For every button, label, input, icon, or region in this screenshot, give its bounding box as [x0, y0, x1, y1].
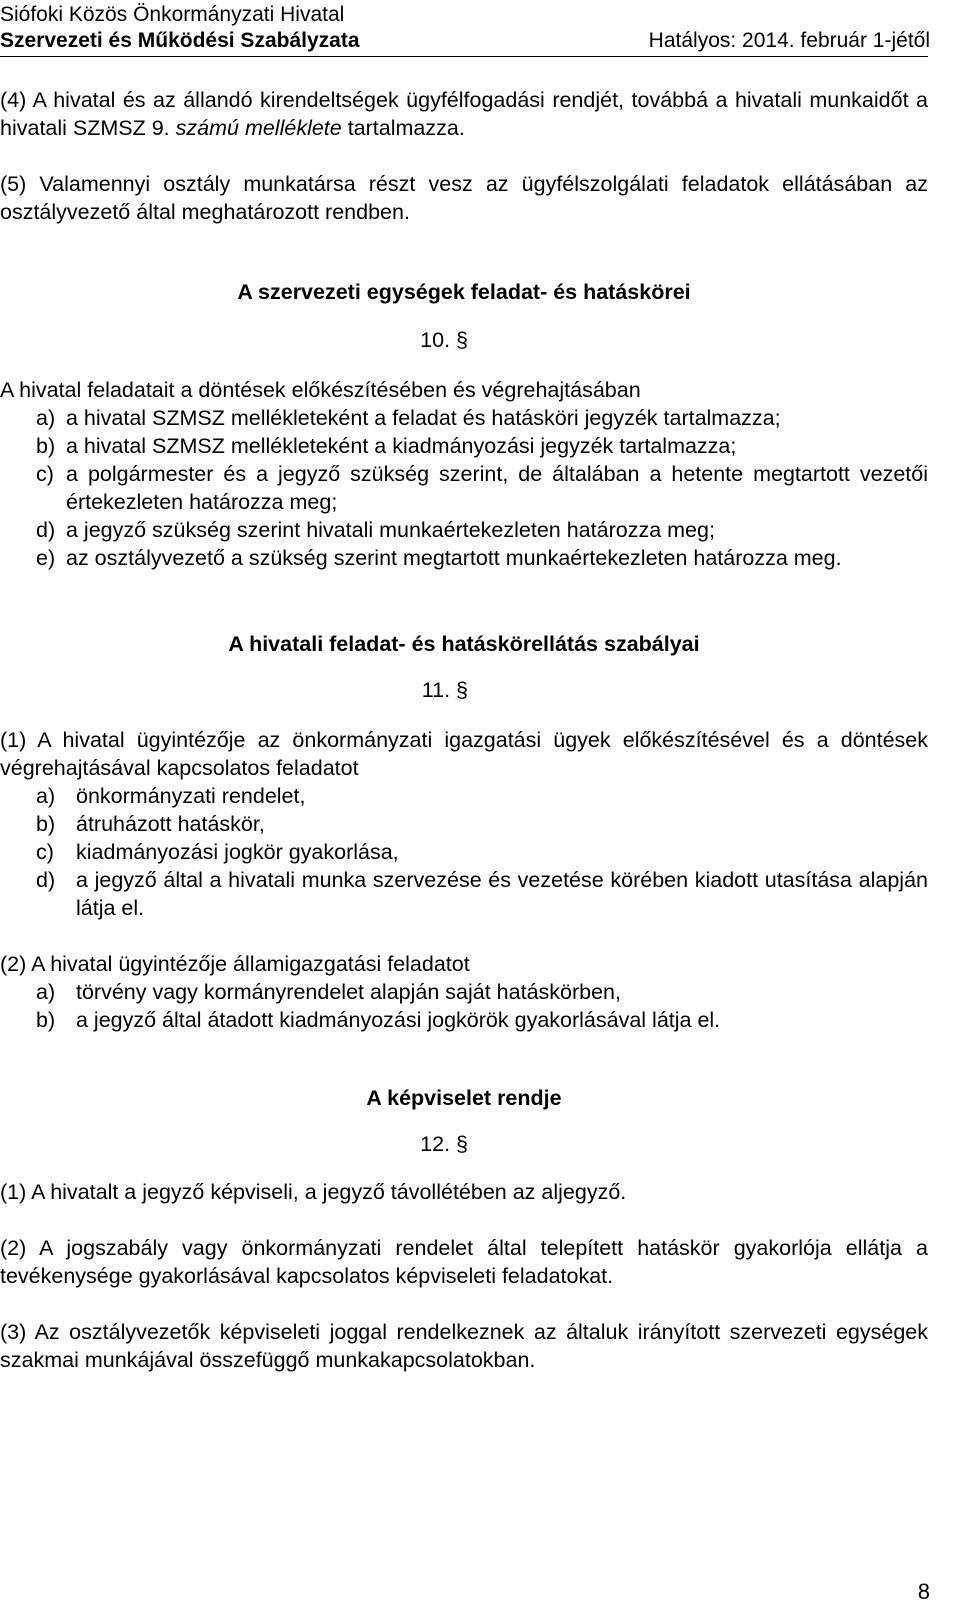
list-item: [0, 838, 928, 866]
list-marker: b): [36, 812, 56, 836]
paragraph-4-tail: tartalmazza.: [341, 116, 465, 140]
section-3-paragraph-1: (1) A hivatalt a jegyző képviseli, a jegyző távollétében az aljegyző.: [0, 1180, 627, 1204]
list-text: kiadmányozási jogkör gyakorlása,: [76, 840, 399, 864]
list-text: a hivatal SZMSZ mellékleteként a feladat és hatásköri jegyzék tartalmazza;: [66, 406, 781, 430]
section-1-list: [0, 404, 928, 572]
list-marker: e): [36, 546, 56, 570]
list-item: [0, 460, 928, 516]
list-text: a jegyző által a hivatali munka szervezése és vezetése körében kiadott utasítása alapján látja el.: [76, 868, 928, 920]
section-3-number: [0, 1130, 928, 1158]
list-marker: a): [36, 784, 56, 808]
list-marker: c): [36, 462, 54, 486]
list-text: az osztályvezető a szükség szerint megtartott munkaértekezleten határozza meg.: [66, 546, 842, 570]
list-item: [0, 978, 928, 1006]
section-2-heading: A hivatali feladat- és hatáskörellátás szabályai: [228, 632, 700, 656]
list-item: [0, 516, 928, 544]
list-marker: b): [36, 434, 56, 458]
header-row-2: [0, 28, 930, 54]
header-effective-date: Hatályos: 2014. február 1-jétől: [648, 29, 930, 52]
paragraph-5: (5) Valamennyi osztály munkatársa részt vesz az ügyfélszolgálati feladatok ellátásában az osztályvezető által meghatározott rendben.: [0, 172, 928, 224]
list-marker: a): [36, 406, 56, 430]
header-divider: [0, 56, 928, 57]
list-item: [0, 404, 928, 432]
section-2-p2-list: [0, 978, 928, 1034]
list-marker: c): [36, 840, 54, 864]
header-doc-title: Szervezeti és Működési Szabályzata: [0, 29, 360, 52]
page-number: 8: [917, 1579, 930, 1604]
section-1-intro: A hivatal feladatait a döntések előkészítésében és végrehajtásában: [0, 378, 641, 402]
section-1-number: [0, 326, 928, 354]
list-marker: d): [36, 518, 56, 542]
section-2-number-text: 11. §: [421, 678, 468, 702]
section-3-number-text: 12. §: [420, 1132, 468, 1156]
header-org: Siófoki Közös Önkormányzati Hivatal: [0, 3, 345, 26]
section-3-paragraph-3: (3) Az osztályvezetők képviseleti joggal rendelkeznek az általuk irányított szervezeti egységek szakmai munkájával összefüggő munkakapcsolatokban.: [0, 1320, 928, 1372]
list-item: [0, 432, 928, 460]
list-marker: d): [36, 868, 56, 892]
list-marker: b): [36, 1008, 56, 1032]
document-body: [0, 86, 928, 1374]
list-text: önkormányzati rendelet,: [76, 784, 306, 808]
list-text: átruházott hatáskör,: [76, 812, 265, 836]
list-marker: a): [36, 980, 56, 1004]
list-text: a jegyző által átadott kiadmányozási jogkörök gyakorlásával látja el.: [76, 1008, 721, 1032]
list-item: [0, 544, 928, 572]
paragraph-4-lead: (4) A hivatal és az állandó kirendeltségek ügyfélfogadási rendjét, továbbá a hivatali munkaidőt a hivatali SZMSZ 9.: [0, 88, 928, 140]
page-header: [0, 2, 930, 54]
section-2-p2-text: (2) A hivatal ügyintézője államigazgatási feladatot: [0, 952, 470, 976]
header-row-1: [0, 2, 930, 28]
paragraph-4-italic: számú melléklete: [175, 116, 342, 140]
list-item: [0, 866, 928, 922]
list-item: [0, 782, 928, 810]
paragraph-4: [0, 86, 928, 142]
list-text: a polgármester és a jegyző szükség szerint, de általában a hetente megtartott vezetői értekezleten határozza meg;: [66, 462, 928, 514]
section-2-number: [0, 676, 928, 704]
list-item: [0, 1006, 928, 1034]
list-text: a jegyző szükség szerint hivatali munkaértekezleten határozza meg;: [66, 518, 715, 542]
section-1-heading: A szervezeti egységek feladat- és hatáskörei: [237, 280, 691, 304]
section-3-paragraph-2: (2) A jogszabály vagy önkormányzati rendelet által telepített hatáskör gyakorlója ellátja a tevékenysége gyakorlásával kapcsolatos képviseleti feladatokat.: [0, 1236, 928, 1288]
section-1-number-text: 10. §: [420, 328, 468, 352]
section-3-heading: A képviselet rendje: [366, 1086, 562, 1110]
section-2-p1-list: [0, 782, 928, 922]
section-2-p1-text: (1) A hivatal ügyintézője az önkormányzati igazgatási ügyek előkészítésével és a döntések végrehajtásával kapcsolatos feladatot: [0, 728, 928, 780]
list-text: törvény vagy kormányrendelet alapján saját hatáskörben,: [76, 980, 621, 1004]
list-item: [0, 810, 928, 838]
list-text: a hivatal SZMSZ mellékleteként a kiadmányozási jegyzék tartalmazza;: [66, 434, 737, 458]
